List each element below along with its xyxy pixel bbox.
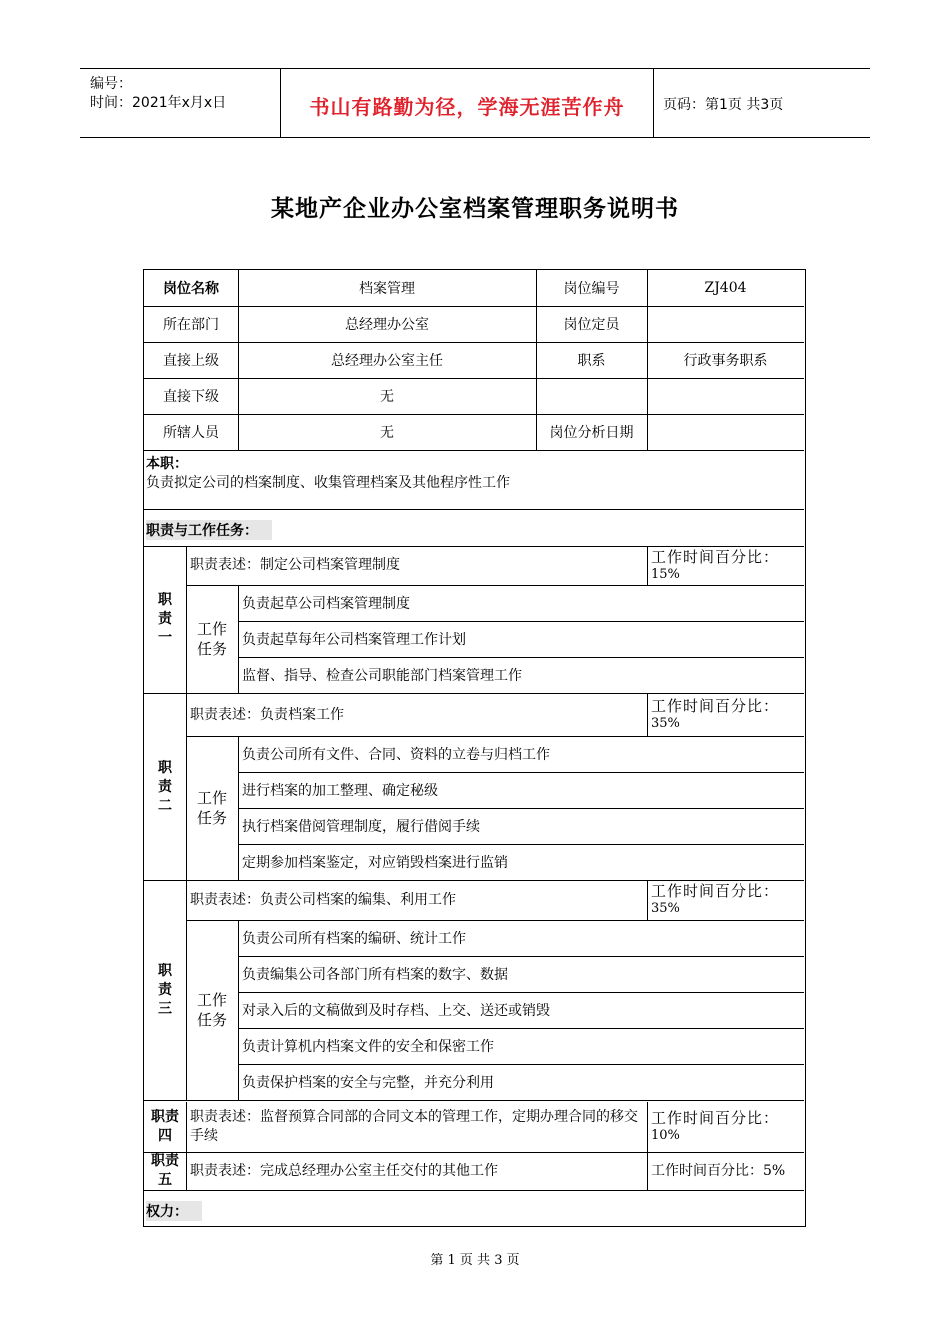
duty-heading: 本职：	[146, 456, 188, 472]
header-motto-cell	[280, 69, 654, 137]
responsibility-name: 职 责 二	[158, 759, 172, 814]
subordinate-label: 直接下级	[163, 389, 219, 405]
staff-value: 无	[380, 425, 394, 441]
post-code-label: 岗位编号	[563, 281, 620, 297]
time-percentage	[651, 1103, 802, 1151]
series-value: 行政事务职系	[683, 353, 768, 369]
task-label: 工作 任务	[196, 991, 227, 1029]
staff-label: 所辖人员	[163, 425, 219, 441]
time-percentage	[651, 881, 802, 919]
power-heading: 权力：	[146, 1201, 202, 1221]
responsibility-name: 职 责 三	[158, 962, 172, 1017]
analysis-date-value	[647, 414, 804, 450]
dept-label: 所在部门	[163, 317, 219, 333]
time-percentage-label: 工作时间百分比：	[651, 547, 780, 566]
time-percentage-label: 工作时间百分比：	[651, 697, 780, 715]
time-percentage	[651, 1153, 802, 1189]
time-percentage-label: 工作时间百分比：	[651, 882, 780, 900]
page-header	[80, 68, 870, 138]
number-label: 编号：	[90, 76, 132, 92]
task-item: 对录入后的文稿做到及时存档、上交、送还或销毁	[242, 1003, 550, 1019]
time-percentage-value: 10%	[651, 1128, 680, 1143]
time-percentage-value: 15%	[651, 566, 680, 582]
job-description-table	[143, 269, 806, 1227]
task-item: 监督、指导、检查公司职能部门档案管理工作	[242, 668, 522, 684]
post-name-label: 岗位名称	[163, 281, 219, 297]
task-label: 工作 任务	[196, 620, 227, 658]
time-percentage-value: 35%	[651, 901, 680, 916]
quota-value	[647, 306, 804, 342]
task-item: 负责保护档案的安全与完整，并充分利用	[242, 1075, 494, 1091]
time-percentage-label: 工作时间百分比：5%	[651, 1163, 786, 1179]
superior-label: 直接上级	[163, 353, 219, 369]
document-title: 某地产企业办公室档案管理职务说明书	[271, 196, 679, 222]
task-item: 负责起草每年公司档案管理工作计划	[242, 632, 466, 648]
quota-label: 岗位定员	[563, 317, 620, 333]
subordinate-value: 无	[380, 389, 394, 405]
responsibility-description: 职责表述：负责公司档案的编集、利用工作	[190, 891, 456, 908]
responsibility-description: 职责表述：制定公司档案管理制度	[190, 557, 400, 573]
responsibilities-heading: 职责与工作任务：	[146, 520, 272, 540]
task-item: 进行档案的加工整理、确定秘级	[242, 783, 438, 799]
time-percentage	[651, 547, 802, 584]
motto: 书山有路勤为径，学海无涯苦作舟	[309, 95, 625, 119]
dept-value: 总经理办公室	[345, 317, 429, 333]
responsibility-name: 职责 五	[151, 1153, 179, 1188]
task-item: 负责起草公司档案管理制度	[242, 596, 410, 612]
header-page-cell	[653, 69, 870, 137]
duty-text: 负责拟定公司的档案制度、收集管理档案及其他程序性工作	[146, 475, 510, 491]
task-item: 负责编集公司各部门所有档案的数字、数据	[242, 967, 508, 983]
time-percentage	[651, 695, 802, 735]
time-percentage-value: 35%	[651, 716, 680, 731]
task-item: 负责计算机内档案文件的安全和保密工作	[242, 1039, 494, 1055]
task-item: 定期参加档案鉴定，对应销毁档案进行监销	[242, 855, 508, 871]
series-label: 职系	[577, 353, 606, 369]
responsibility-name: 职 责 一	[158, 592, 172, 646]
responsibility-name: 职责 四	[151, 1109, 179, 1144]
task-item: 负责公司所有文件、合同、资料的立卷与归档工作	[242, 747, 550, 763]
date-label: 时间：2021年x月x日	[90, 95, 227, 111]
post-code-value: ZJ404	[704, 280, 747, 296]
responsibility-description: 职责表述：负责档案工作	[190, 706, 344, 723]
task-item: 负责公司所有档案的编研、统计工作	[242, 931, 466, 947]
responsibility-description: 职责表述：完成总经理办公室主任交付的其他工作	[190, 1162, 498, 1179]
task-label: 工作 任务	[196, 789, 227, 827]
time-percentage-label: 工作时间百分比：	[651, 1109, 780, 1127]
page-footer: 第 1 页 共 3 页	[430, 1253, 520, 1268]
superior-value: 总经理办公室主任	[331, 353, 443, 369]
responsibility-description: 职责表述：监督预算合同部的合同文本的管理工作，定期办理合同的移交手续	[190, 1109, 638, 1144]
task-item: 执行档案借阅管理制度，履行借阅手续	[242, 819, 480, 835]
header-meta	[80, 69, 280, 137]
page-info: 页码：第1页 共3页	[663, 97, 784, 113]
post-name-value: 档案管理	[359, 281, 415, 297]
analysis-date-label: 岗位分析日期	[549, 425, 634, 441]
